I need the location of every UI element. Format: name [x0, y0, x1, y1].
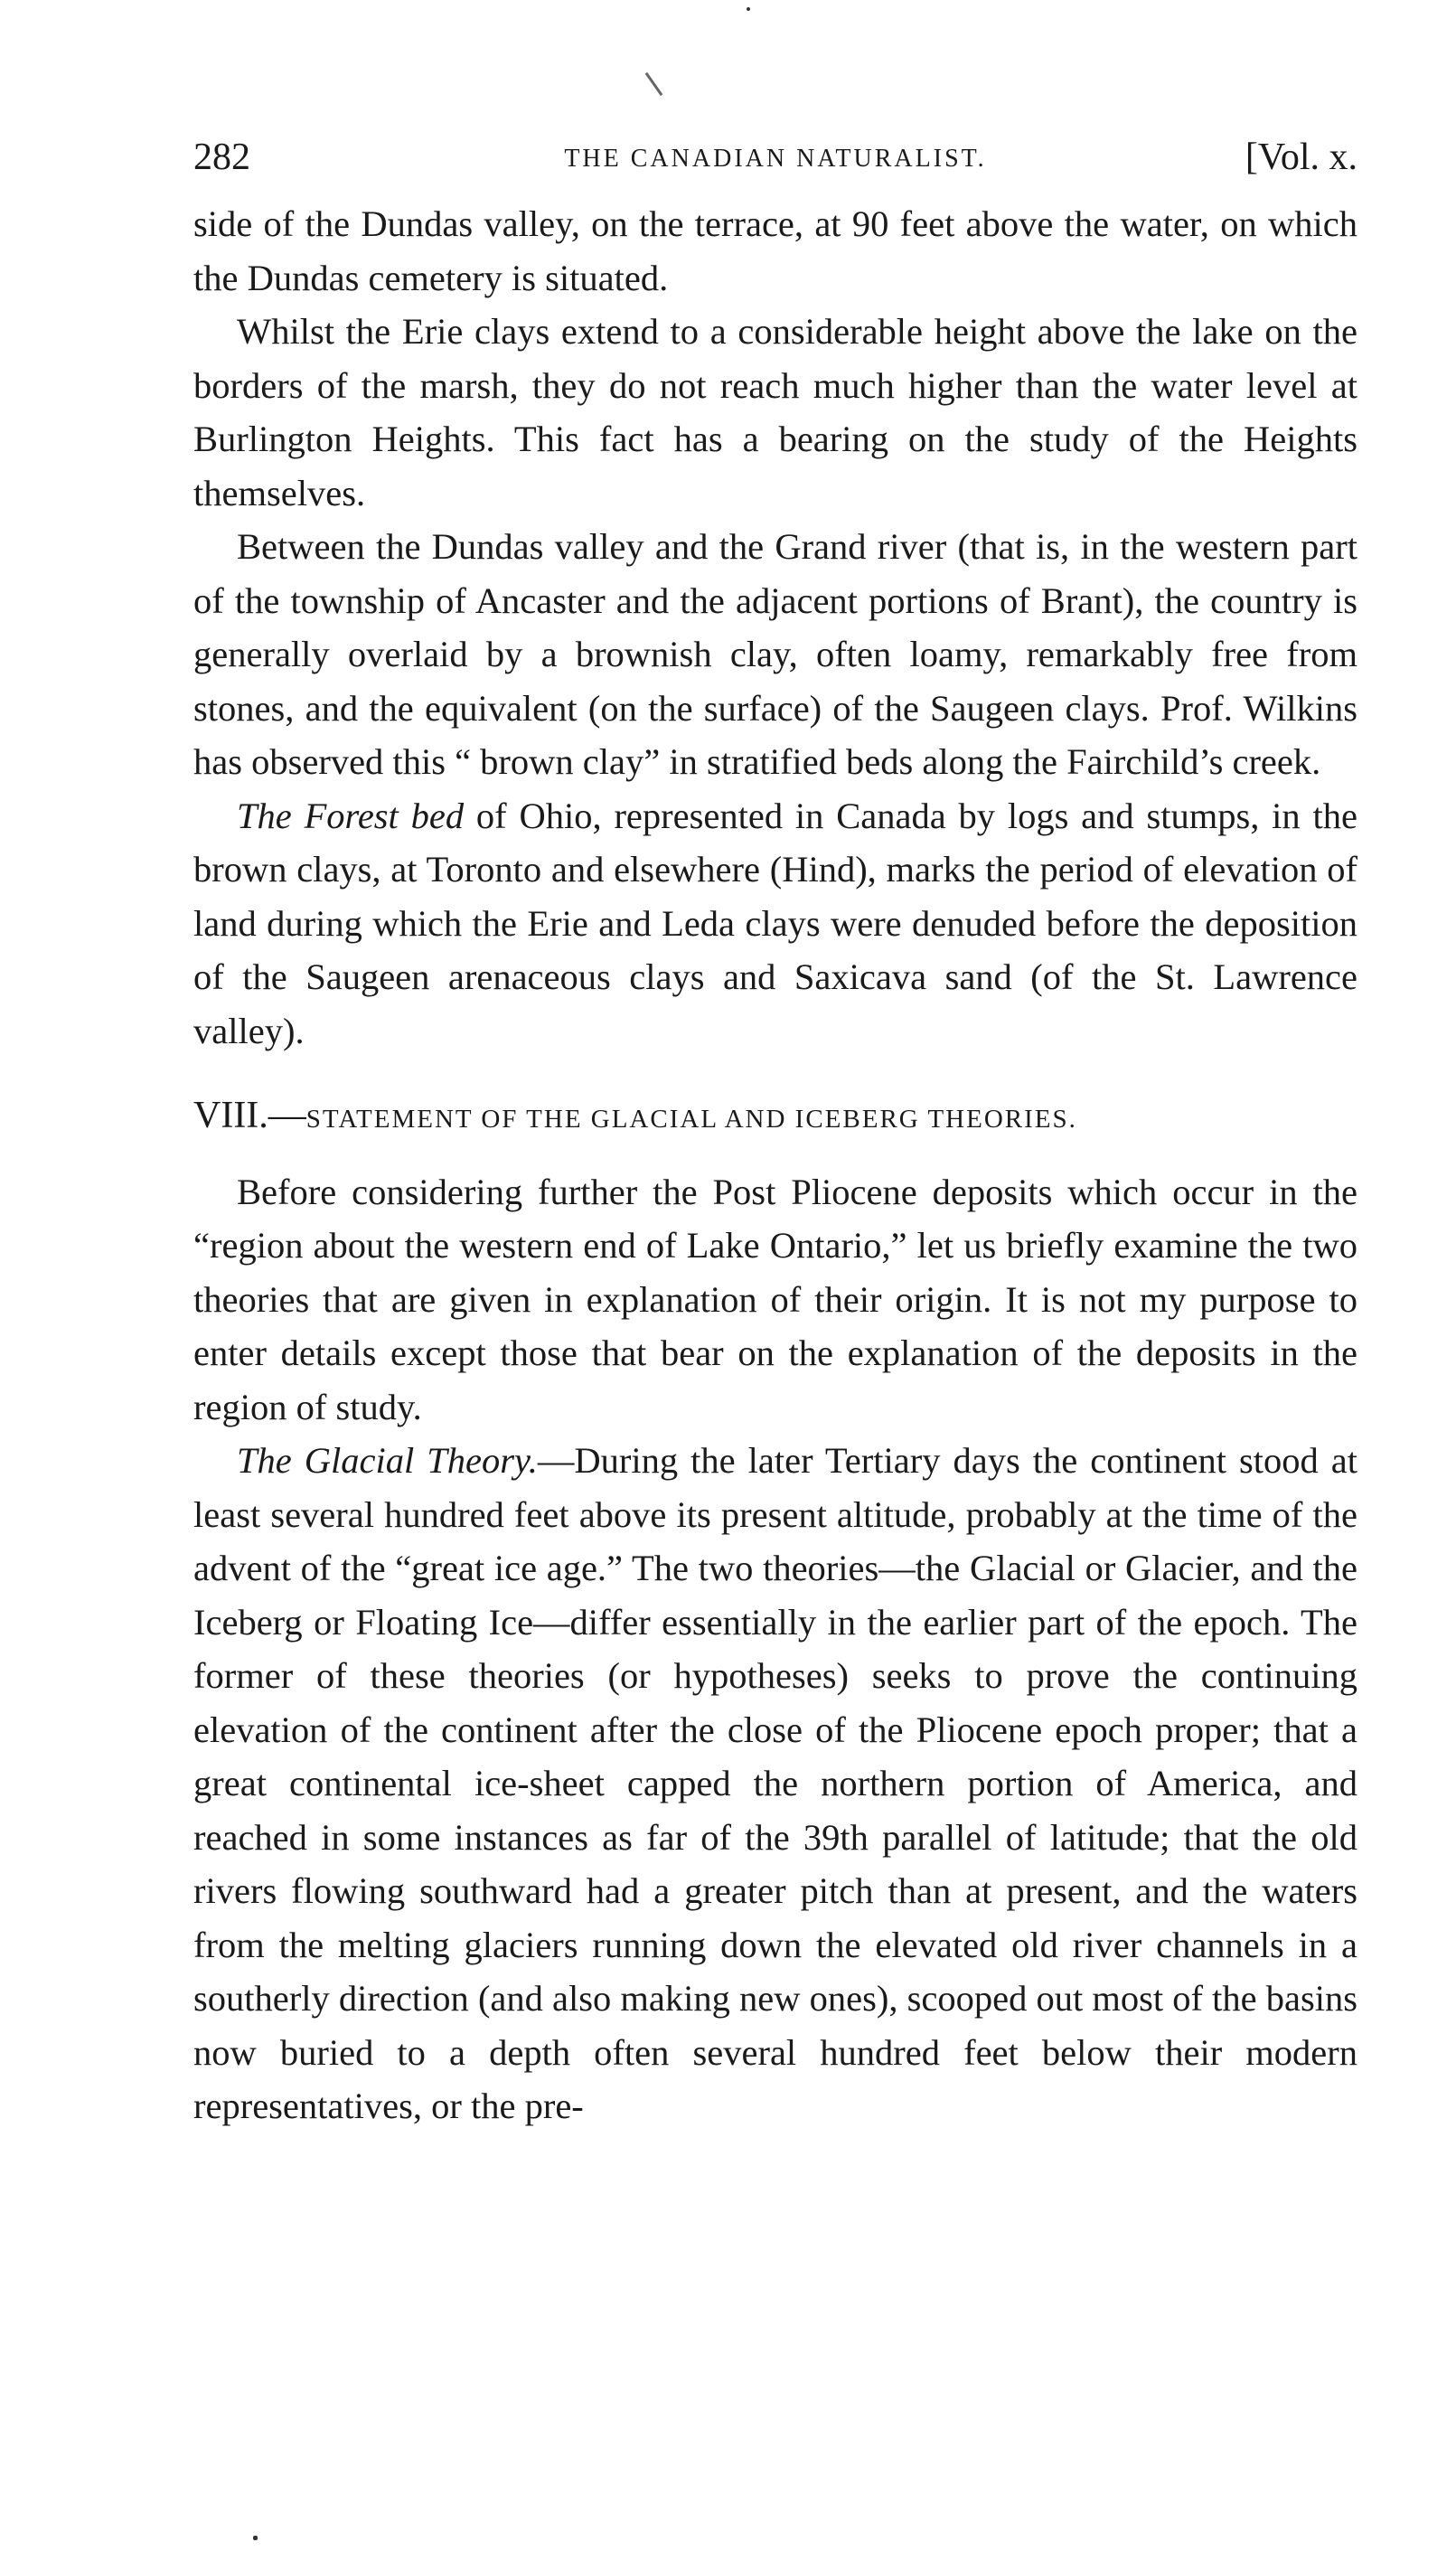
paragraph-erie-clays: Whilst the Erie clays extend to a considerable height above the lake on the borders of the marsh, they do not reach much higher than the water level at Burlington Heights. This fact has a bearing on the study of the Heights themselves. — [193, 311, 1357, 513]
paragraph-brown-clay: Between the Dundas valley and the Grand river (that is, in the western part of the township of Ancaster and the adjacent portions of Brant), the country is generally overlaid by a brownish clay, often loamy, remarkably free from stones, and the equivalent (on the surface) of the Saugeen clays. Prof. Wilkins has observed this “ brown clay” in stratified beds along the Fairchild’s creek. — [193, 526, 1357, 782]
forest-bed-text: of Ohio, represented in Canada by logs and stumps, in the brown clays, at Toronto and elsewhere (Hind), marks the period of elevation of land during which the Erie and Leda clays were denuded before the deposition of the Saugeen arenaceous clays and Saxicava sand (of the St. Lawrence valley). — [193, 795, 1357, 1051]
paragraph-before-considering: Before considering further the Post Pliocene deposits which occur in the “region about the western end of Lake Ontario,” let us briefly examine the two theories that are given in explanation of their origin. It is not my purpose to enter details except those that bear on the explanation of the deposits in the region of study. — [193, 1171, 1357, 1427]
running-header — [193, 136, 1357, 190]
paragraph-glacial-theory — [193, 1434, 1357, 2133]
page-number: 282 — [193, 137, 250, 178]
section-title: STATEMENT OF THE GLACIAL AND ICEBERG THEORIES. — [305, 1105, 1077, 1134]
glacial-theory-text: —During the later Tertiary days the continent stood at least several hundred feet above its present altitude, probably at the time of the advent of the “great ice age.” The two theories—the Glacial or Glacier, and the Iceberg or Floating Ice—differ essentially in the earlier part of the epoch. The former of these theories (or hypotheses) seeks to prove the continuing elevation of the continent after the close of the Pliocene epoch proper; that a great continental ice-sheet capped the northern portion of America, and reached in some instances as far of the 39th parallel of latitude; that the old rivers flowing southward had a greater pitch than at present, and the waters from the melting glaciers running down the elevated old river channels in a southerly direction (and also making new ones), scooped out most of the basins now buried to a depth often several hundred feet below their modern representatives, or the pre- — [193, 1440, 1357, 2126]
glacial-theory-term: The Glacial Theory. — [237, 1440, 538, 1481]
section-number: VIII.— — [193, 1095, 306, 1136]
volume-label: [Vol. x. — [1245, 137, 1357, 178]
running-head: THE CANADIAN NATURALIST. — [564, 145, 987, 173]
scan-mark — [645, 72, 663, 96]
body-text — [193, 197, 1357, 2133]
scan-speck-top — [747, 7, 750, 11]
paragraph-forest-bed — [193, 789, 1357, 1059]
section-heading — [193, 1088, 1357, 1147]
forest-bed-term: The Forest bed — [237, 795, 465, 836]
scan-speck-bottom — [253, 2536, 258, 2540]
page — [193, 136, 1357, 2133]
paragraph-continued: side of the Dundas valley, on the terrace, at 90 feet above the water, on which the Dundas cemetery is situated. — [193, 203, 1357, 298]
